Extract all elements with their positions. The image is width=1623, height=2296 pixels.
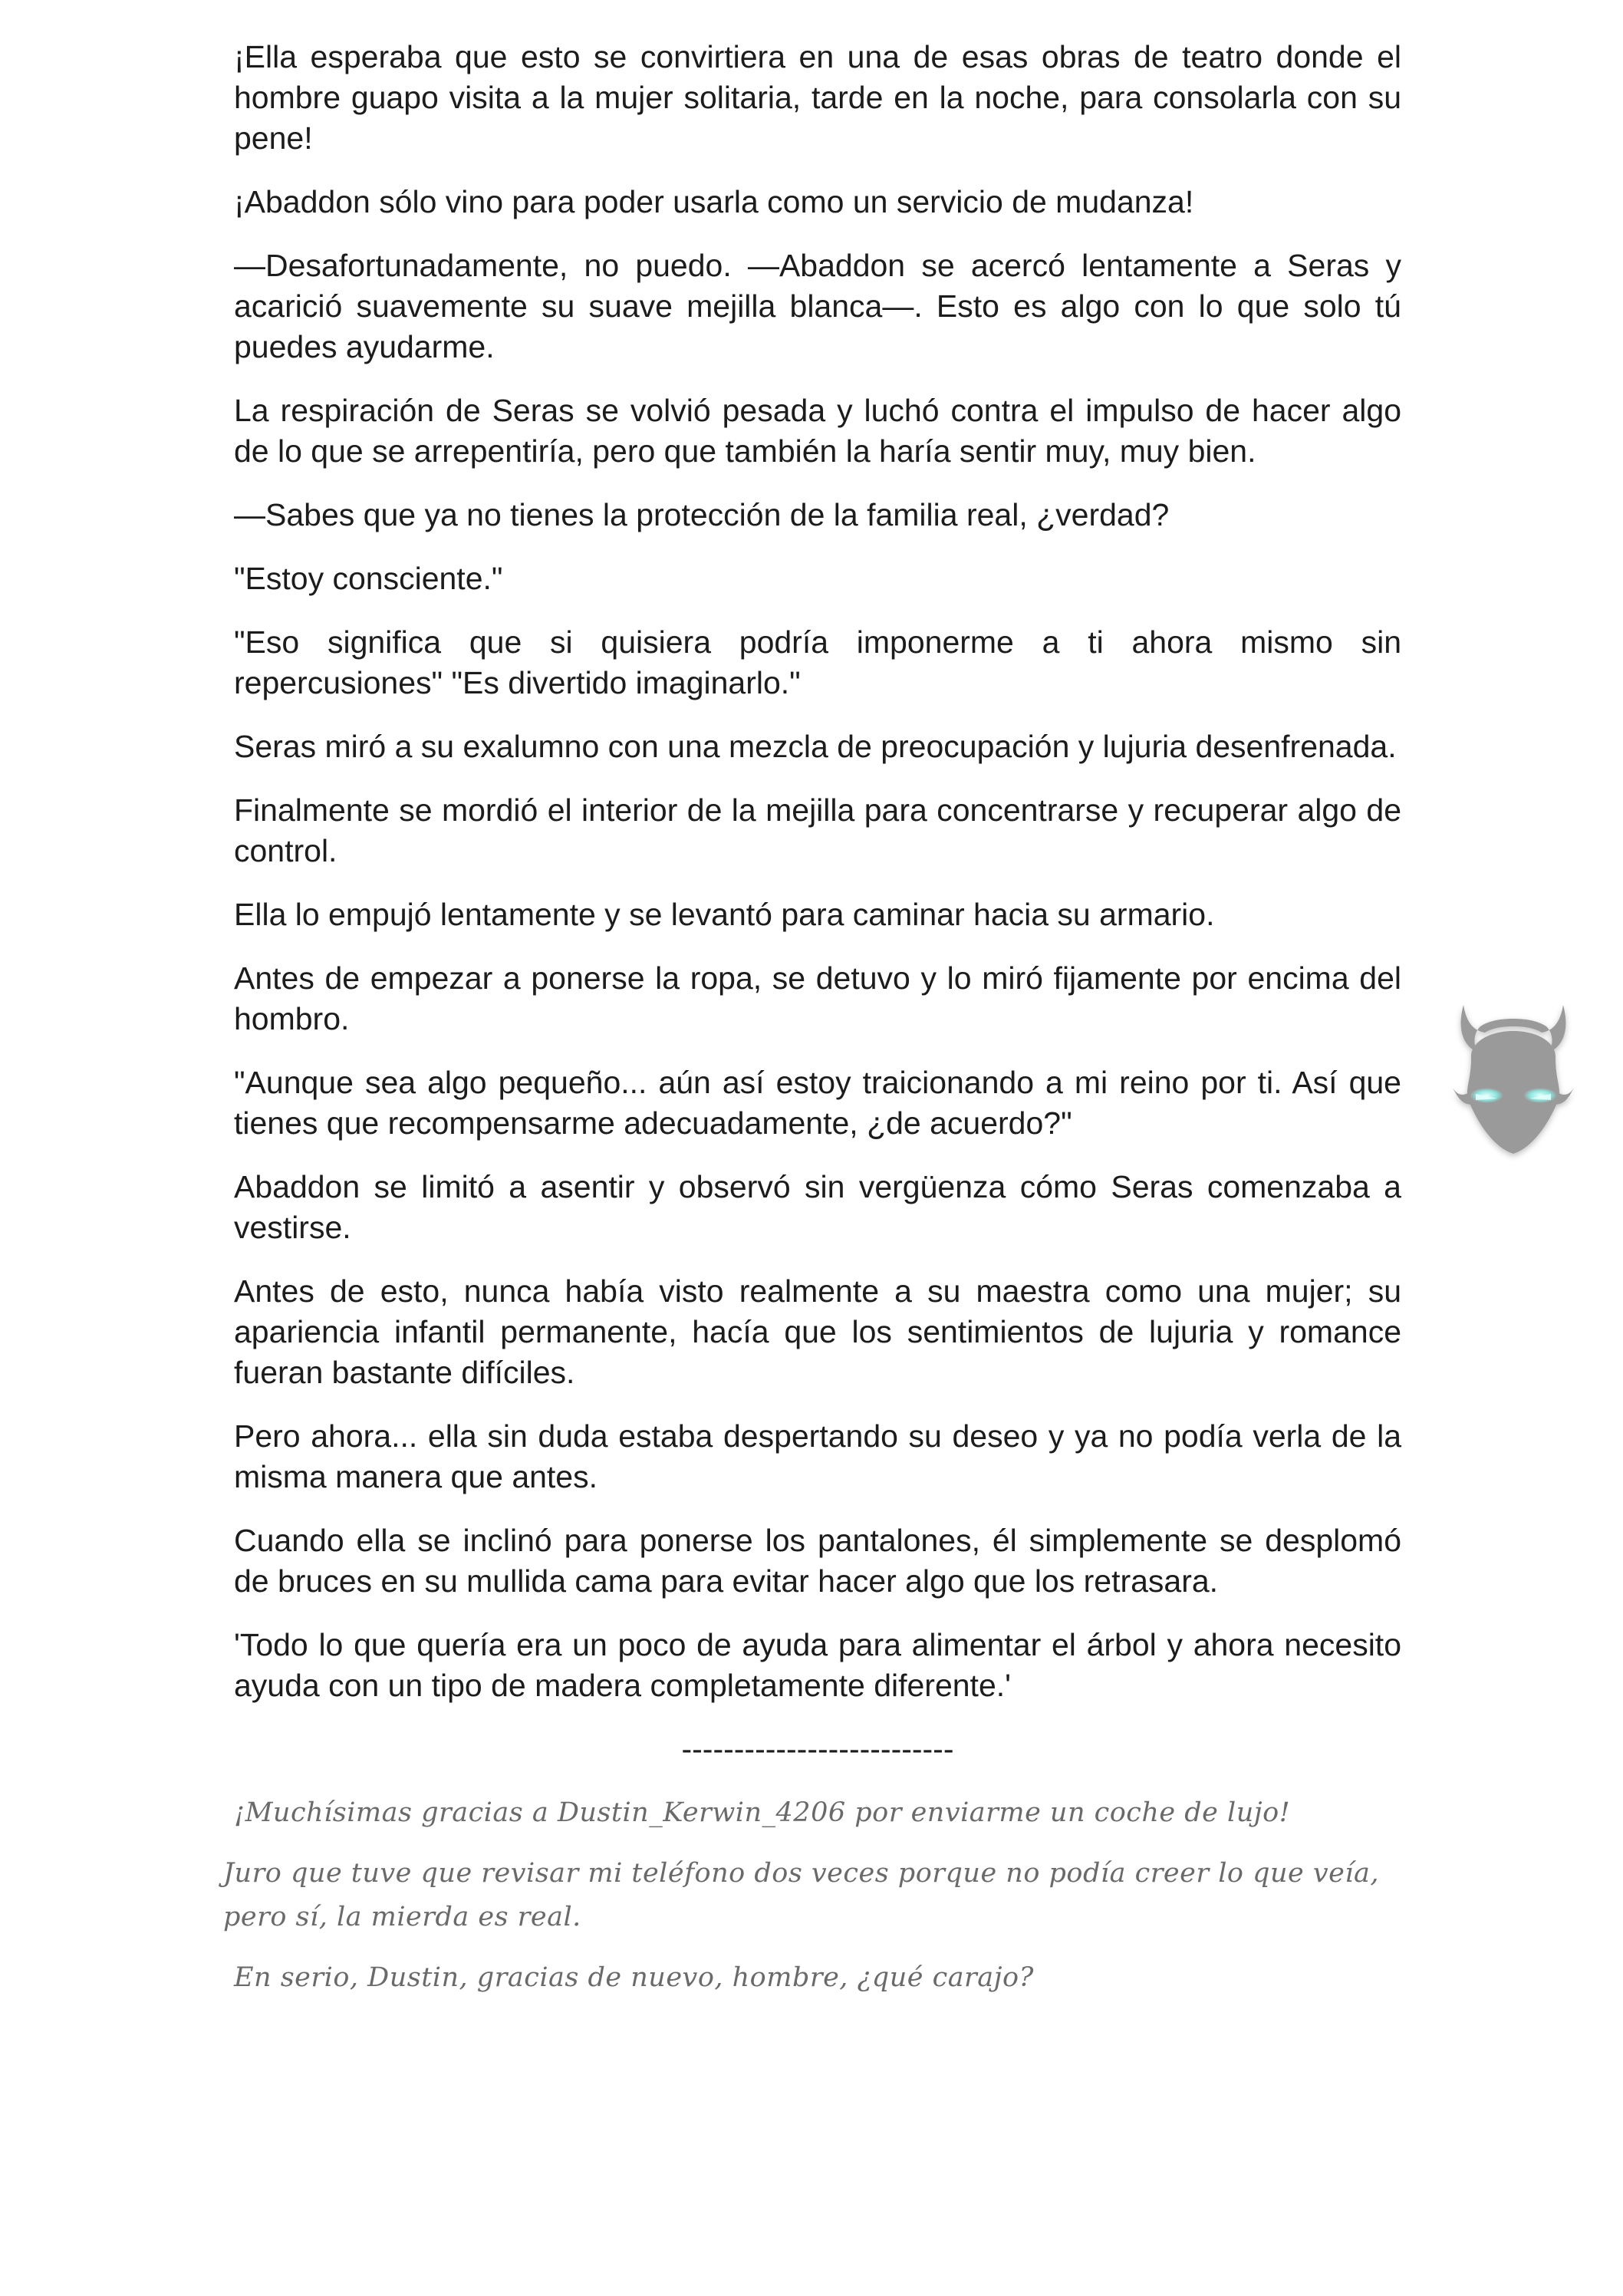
story-paragraph-7: "Eso significa que si quisiera podría imponerme a ti ahora mismo sin repercusiones" "Es divertido imaginarlo." <box>234 624 1401 700</box>
story-paragraph-1: ¡Ella esperaba que esto se convirtiera en una de esas obras de teatro donde el hombre guapo visita a la mujer solitaria, tarde en la noche, para consolarla con su pene! <box>234 39 1401 156</box>
story-paragraph-12: "Aunque sea algo pequeño... aún así estoy traicionando a mi reino por ti. Así que tienes que recompensarme adecuadamente, ¿de acuerdo?" <box>234 1065 1401 1141</box>
story-paragraph-3: —Desafortunadamente, no puedo. —Abaddon se acercó lentamente a Seras y acarició suavemente su suave mejilla blanca—. Esto es algo con lo que solo tú puedes ayudarme. <box>234 248 1401 364</box>
author-note-2: Juro que tuve que revisar mi teléfono dos veces porque no podía creer lo que veía, pero sí, la mierda es real. <box>223 1858 1380 1932</box>
story-paragraph-11: Antes de empezar a ponerse la ropa, se detuvo y lo miró fijamente por encima del hombro. <box>234 960 1401 1036</box>
author-note-1: ¡Muchísimas gracias a Dustin_Kerwin_4206 por enviarme un coche de lujo! <box>234 1797 1291 1828</box>
demon-head-icon <box>1440 997 1586 1166</box>
story-paragraph-17: 'Todo lo que quería era un poco de ayuda para alimentar el árbol y ahora necesito ayuda con un tipo de madera completamente diferente.' <box>234 1627 1401 1703</box>
story-paragraph-14: Antes de esto, nunca había visto realmente a su maestra como una mujer; su apariencia infantil permanente, hacía que los sentimientos de lujuria y romance fueran bastante difíciles. <box>234 1273 1401 1390</box>
story-paragraph-6: "Estoy consciente." <box>234 561 503 596</box>
section-separator: -------------------------- <box>681 1731 954 1767</box>
story-paragraph-4: La respiración de Seras se volvió pesada y luchó contra el impulso de hacer algo de lo que se arrepentiría, pero que también la haría sentir muy, muy bien. <box>234 393 1401 469</box>
document-page <box>223 37 1401 2017</box>
story-paragraph-13: Abaddon se limitó a asentir y observó sin vergüenza cómo Seras comenzaba a vestirse. <box>234 1169 1401 1245</box>
story-paragraph-8: Seras miró a su exalumno con una mezcla de preocupación y lujuria desenfrenada. <box>234 729 1397 764</box>
author-note-3: En serio, Dustin, gracias de nuevo, hombre, ¿qué carajo? <box>234 1962 1034 1993</box>
story-paragraph-5: —Sabes que ya no tienes la protección de la familia real, ¿verdad? <box>234 497 1170 532</box>
story-paragraph-16: Cuando ella se inclinó para ponerse los pantalones, él simplemente se desplomó de bruces en su mullida cama para evitar hacer algo que los retrasara. <box>234 1523 1401 1599</box>
story-paragraph-9: Finalmente se mordió el interior de la mejilla para concentrarse y recuperar algo de control. <box>234 792 1401 868</box>
story-paragraph-15: Pero ahora... ella sin duda estaba despertando su deseo y ya no podía verla de la misma manera que antes. <box>234 1418 1401 1494</box>
story-paragraph-10: Ella lo empujó lentamente y se levantó para caminar hacia su armario. <box>234 897 1215 932</box>
story-paragraph-2: ¡Abaddon sólo vino para poder usarla como un servicio de mudanza! <box>234 184 1194 219</box>
